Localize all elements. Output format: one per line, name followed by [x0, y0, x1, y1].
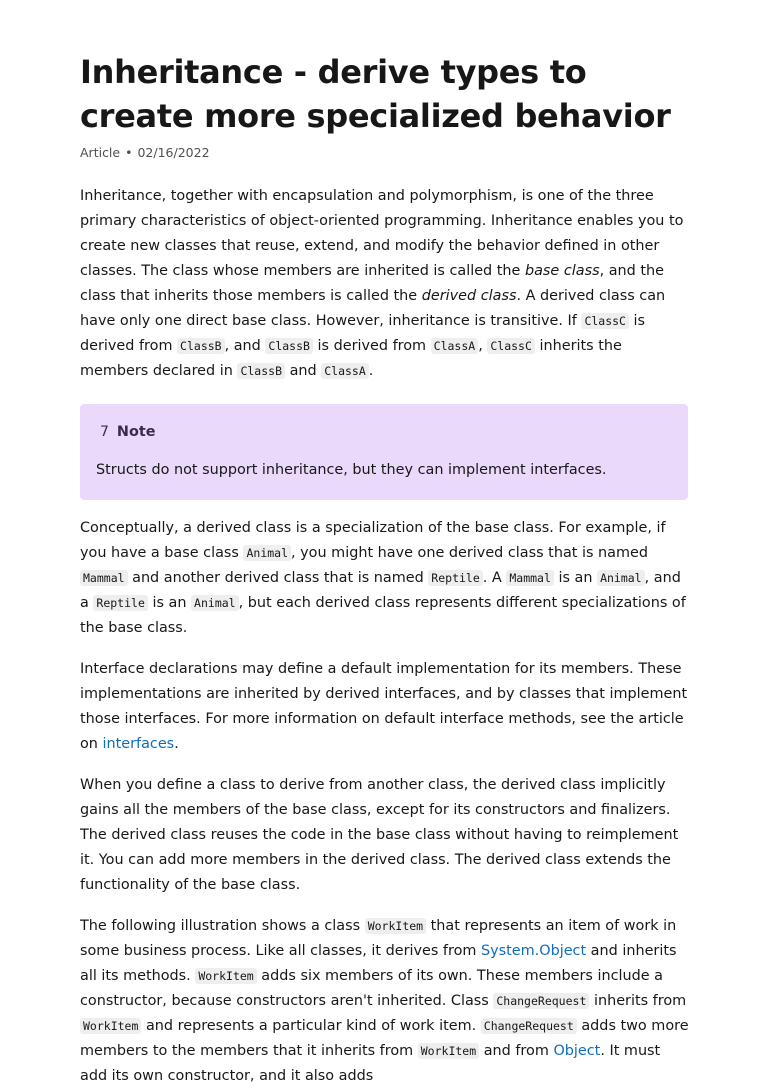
paragraph-illustration — [80, 914, 690, 1089]
inline-code: ClassC — [487, 338, 535, 354]
inline-code: Mammal — [80, 570, 128, 586]
object-link[interactable]: Object — [553, 1043, 601, 1059]
inline-code: ChangeRequest — [493, 993, 589, 1009]
inline-code: ChangeRequest — [481, 1018, 577, 1034]
text: and from — [479, 1043, 554, 1059]
text: is an — [147, 595, 192, 611]
emphasis-derived-class: derived class — [421, 288, 517, 304]
meta-separator: • — [125, 145, 133, 160]
emphasis-base-class: base class — [524, 263, 600, 279]
text: adds two more members to the members that it inherits from — [80, 1018, 689, 1059]
text: , and the class that inherits those members is called the — [80, 263, 664, 304]
note-callout — [80, 404, 688, 500]
text: , and a — [80, 570, 681, 611]
text: is an — [553, 570, 598, 586]
text: , but each derived class represents different specializations of the base class. — [80, 595, 686, 636]
text: is derived from — [312, 338, 431, 354]
inline-code: Reptile — [93, 595, 147, 611]
inline-code: WorkItem — [365, 918, 426, 934]
text: Conceptually, a derived class is a specialization of the base class. For example, if you have a base class — [80, 520, 666, 561]
text: The following illustration shows a class — [80, 918, 365, 934]
text: . It must add its own constructor, and it also adds — [80, 1043, 661, 1084]
text: is derived from — [80, 313, 646, 354]
info-icon: 7 — [100, 424, 109, 440]
article-meta — [80, 144, 690, 162]
text: and — [285, 363, 322, 379]
inline-code: Animal — [597, 570, 645, 586]
text: inherits from — [589, 993, 687, 1009]
paragraph-intro — [80, 184, 690, 384]
inline-code: Reptile — [428, 570, 482, 586]
text: and inherits all its methods. — [80, 943, 677, 984]
text: inherits the members declared in — [80, 338, 622, 379]
article-content — [80, 50, 690, 1089]
text: that represents an item of work in some business process. Like all classes, it derives from — [80, 918, 677, 959]
inline-code: Animal — [191, 595, 239, 611]
inline-code: Animal — [243, 545, 291, 561]
text: and another derived class that is named — [127, 570, 429, 586]
note-header — [96, 420, 672, 444]
article-date: 02/16/2022 — [137, 145, 210, 160]
inline-code: WorkItem — [418, 1043, 479, 1059]
article-type: Article — [80, 145, 121, 160]
paragraph-derive: When you define a class to derive from another class, the derived class implicitly gains all the members of the base class, except for its constructors and finalizers. The derived class reuses the code in the base class without having to reimplement it. You can add more members in the derived class. The derived class extends the functionality of the base class. — [80, 777, 679, 893]
text: . A — [482, 570, 507, 586]
inline-code: ClassB — [177, 338, 225, 354]
inline-code: Mammal — [506, 570, 554, 586]
interfaces-link[interactable]: interfaces — [102, 736, 175, 752]
text: Interface declarations may define a default implementation for its members. These implementations are inherited by derived interfaces, and by classes that implement those interfaces. For more information on default interface methods, see the article on — [80, 661, 688, 752]
paragraph-specialization — [80, 516, 690, 641]
page-title: Inheritance - derive types to create more specialized behavior — [80, 53, 671, 135]
inline-code: ClassB — [237, 363, 285, 379]
text: and represents a particular kind of work item. — [141, 1018, 481, 1034]
text: adds six members of its own. These members include a constructor, because constructors aren't inherited. Class — [80, 968, 663, 1009]
inline-code: ClassC — [581, 313, 629, 329]
paragraph-interfaces — [80, 657, 690, 757]
inline-code: ClassA — [431, 338, 479, 354]
text: Inheritance, together with encapsulation and polymorphism, is one of the three primary characteristics of object-oriented programming. Inheritance enables you to create new classes that reuse, extend, and modify the behavior defined in other classes. The class whose members are inherited is called the — [80, 188, 684, 279]
text: . — [174, 736, 179, 752]
note-title: Note — [116, 424, 156, 440]
inline-code: WorkItem — [195, 968, 256, 984]
text: , — [478, 338, 488, 354]
system-object-link[interactable]: System.Object — [481, 943, 587, 959]
text: , and — [224, 338, 266, 354]
text: . — [368, 363, 374, 379]
text: . A derived class can have only one direct base class. However, inheritance is transitive. If — [80, 288, 666, 329]
inline-code: ClassB — [265, 338, 313, 354]
inline-code: ClassA — [321, 363, 369, 379]
note-body: Structs do not support inheritance, but they can implement interfaces. — [96, 462, 607, 478]
inline-code: WorkItem — [80, 1018, 141, 1034]
text: , you might have one derived class that is named — [291, 545, 648, 561]
